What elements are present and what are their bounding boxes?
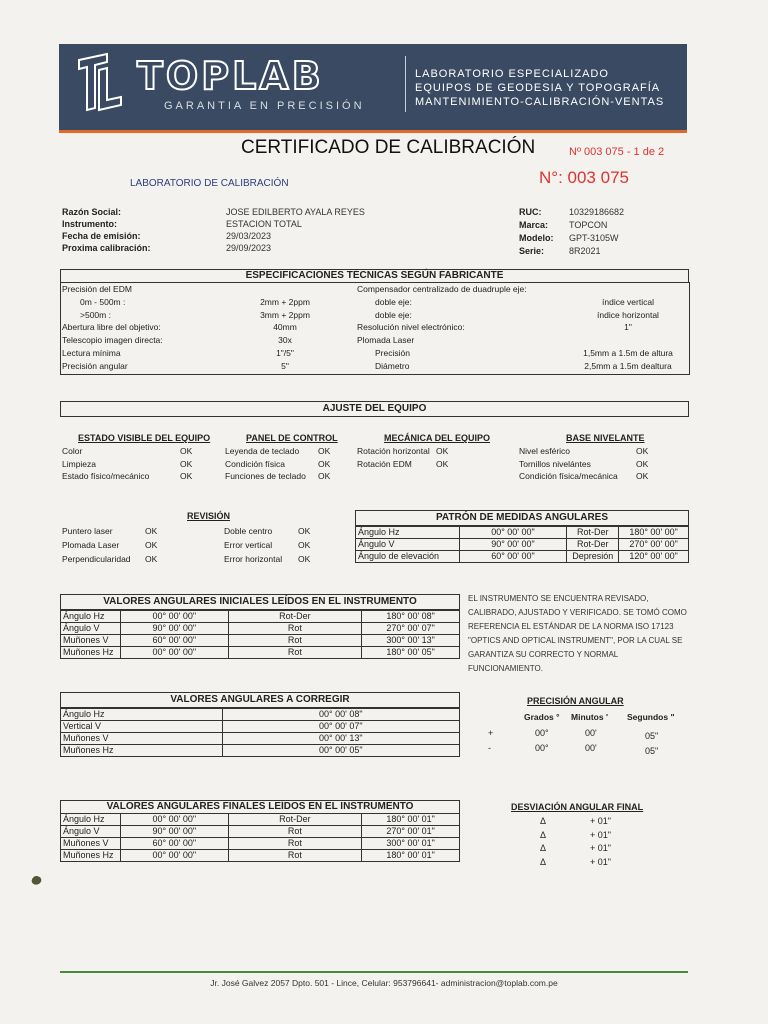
finales-row: [61, 826, 460, 838]
modelo-label: Modelo:: [519, 233, 554, 243]
patron-cell: 120° 00' 00": [619, 551, 689, 563]
finales-cell: 270° 00' 01": [362, 826, 460, 838]
desviacion-delta: Δ: [540, 816, 547, 826]
iniciales-table: [60, 610, 460, 659]
precision-segundos: 05": [645, 746, 659, 756]
precision-segundos: 05": [645, 731, 659, 741]
corregir-cell: Muñones Hz: [61, 745, 223, 757]
precision-minutos: 00': [585, 743, 597, 753]
corregir-cell: 00° 00' 05": [222, 745, 459, 757]
patron-cell: Ángulo Hz: [356, 527, 460, 539]
spec-right-value: 1,5mm a 1.5m de altura: [583, 348, 673, 358]
estado-item-status: OK: [180, 471, 193, 481]
iniciales-row: [61, 635, 460, 647]
precision-grados: 00°: [535, 743, 549, 753]
estado-item-label: Estado físico/mecánico: [62, 471, 150, 481]
patron-title-box: [355, 510, 689, 526]
corregir-cell: 00° 00' 08": [222, 709, 459, 721]
ink-smudge: [30, 874, 42, 886]
finales-row: [61, 838, 460, 850]
patron-row: [356, 551, 689, 563]
certificate-number-small: Nº 003 075 - 1 de 2: [569, 146, 665, 158]
finales-table: [60, 813, 460, 862]
spec-left-label: 0m - 500m :: [80, 296, 126, 307]
estado-item-label: Color: [62, 446, 83, 456]
footer-divider: [60, 971, 688, 973]
patron-cell: Rot-Der: [567, 539, 619, 551]
revision-left-label: Perpendicularidad: [62, 554, 131, 564]
spec-right-label: doble eje:: [375, 309, 412, 320]
precision-grados: 00°: [535, 728, 549, 738]
patron-cell: 180° 00' 00": [619, 527, 689, 539]
spec-right-value: índice vertical: [602, 296, 654, 307]
proxima-value: 29/09/2023: [226, 243, 272, 253]
header-line-2: EQUIPOS DE GEODESIA Y TOPOGRAFÍA: [415, 82, 661, 94]
iniciales-title-box: [60, 594, 460, 610]
serie-label: Serie:: [519, 246, 545, 256]
brand-wordmark: TOPLAB: [137, 54, 324, 98]
fecha-value: 29/03/2023: [226, 231, 272, 241]
patron-cell: Rot-Der: [567, 527, 619, 539]
header-divider: [405, 56, 406, 112]
base-item-label: Nivel esférico: [519, 446, 571, 456]
nota-text: EL INSTRUMENTO SE ENCUENTRA REVISADO, CALIBRADO, AJUSTADO Y VERIFICADO. SE TOMÓ COMO REFERENCIA EL ESTÁNDAR DE LA NORMA ISO 17123 "OPTICS AND OPTICAL INSTRUMENT", POR LA CUAL SE GARANTIZA SU CORRECTO Y NORMAL FUNCIONAMIENTO.: [468, 594, 687, 673]
patron-title: PATRÓN DE MEDIDAS ANGULARES: [435, 512, 609, 523]
spec-left-label: Lectura mínima: [62, 348, 121, 358]
base-title: BASE NIVELANTE: [566, 433, 645, 443]
fecha-label: Fecha de emisión:: [62, 231, 141, 241]
finales-cell: Rot: [228, 850, 362, 862]
corregir-cell: Vertical V: [61, 721, 223, 733]
precision-header-minutos: Minutos ': [571, 712, 608, 722]
finales-cell: Rot: [228, 826, 362, 838]
ajuste-title: AJUSTE DEL EQUIPO: [322, 403, 427, 414]
mecanica-item-status: OK: [436, 458, 449, 469]
mecanica-item-label: Rotación horizontal: [357, 446, 430, 456]
spec-left-value: 1"/5": [276, 348, 294, 358]
spec-right-label: Compensador centralizado de duadruple eje:: [357, 284, 527, 294]
iniciales-cell: 300° 00' 13": [362, 635, 460, 647]
marca-value: TOPCON: [569, 220, 608, 230]
spec-right-label: Plomada Laser: [357, 335, 415, 346]
finales-cell: Rot-Der: [228, 814, 362, 826]
patron-cell: 00° 00' 00": [459, 527, 567, 539]
spec-right-label: Resolución nivel electrónico:: [357, 322, 465, 333]
finales-title-box: [60, 800, 460, 814]
estado-item-label: Limpieza: [62, 458, 97, 469]
panel-title: PANEL DE CONTROL: [246, 433, 338, 443]
patron-row: [356, 539, 689, 551]
iniciales-row: [61, 611, 460, 623]
spec-right-value: índice horizontal: [597, 309, 659, 320]
patron-cell: 90° 00' 00": [459, 539, 567, 551]
iniciales-cell: Rot: [228, 623, 362, 635]
finales-cell: 00° 00' 00": [120, 850, 228, 862]
spec-right-value: 2,5mm a 1.5m dealtura: [584, 360, 672, 371]
precision-minutos: 00': [585, 728, 597, 738]
finales-title: VALORES ANGULARES FINALES LEÍDOS EN EL INSTRUMENTO: [106, 801, 414, 812]
panel-item-label: Leyenda de teclado: [225, 446, 300, 456]
revision-title: REVISIÓN: [187, 511, 231, 521]
razon-value: JOSE EDILBERTO AYALA REYES: [226, 207, 365, 217]
precision-header-grados: Grados °: [524, 712, 560, 722]
revision-left-label: Plomada Laser: [62, 540, 120, 550]
finales-cell: Muñones Hz: [61, 850, 121, 862]
desviacion-value: + 01": [590, 856, 611, 867]
patron-table: [355, 526, 689, 563]
corregir-row: [61, 709, 460, 721]
estado-item-status: OK: [180, 458, 193, 469]
corregir-cell: 00° 00' 07": [222, 721, 459, 733]
header-line-3: MANTENIMIENTO-CALIBRACIÓN-VENTAS: [415, 96, 665, 108]
specs-title-box: [60, 269, 689, 283]
iniciales-cell: Muñones V: [61, 635, 121, 647]
desviacion-value: + 01": [590, 816, 611, 826]
patron-row: [356, 527, 689, 539]
desviacion-delta: Δ: [540, 843, 547, 853]
iniciales-row: [61, 647, 460, 659]
instrumento-value: ESTACION TOTAL: [226, 219, 302, 229]
panel-item-status: OK: [318, 446, 331, 456]
ruc-value: 10329186682: [569, 207, 625, 217]
revision-right-label: Doble centro: [224, 526, 273, 536]
precision-sign: +: [488, 728, 494, 738]
revision-left-status: OK: [145, 526, 158, 536]
spec-right-label: doble eje:: [375, 296, 412, 307]
finales-cell: Rot: [228, 838, 362, 850]
finales-cell: 180° 00' 01": [362, 814, 460, 826]
iniciales-cell: 180° 00' 05": [362, 647, 460, 659]
precision-title: PRECISIÓN ANGULAR: [527, 696, 624, 706]
desviacion-delta: Δ: [540, 856, 547, 867]
base-item-label: Condición física/mecánica: [519, 471, 618, 481]
revision-left-label: Puntero laser: [62, 526, 113, 536]
revision-left-status: OK: [145, 554, 158, 564]
finales-row: [61, 850, 460, 862]
header-line-1: LABORATORIO ESPECIALIZADO: [415, 68, 609, 80]
finales-row: [61, 814, 460, 826]
corregir-cell: Muñones V: [61, 733, 223, 745]
header-banner: [59, 44, 687, 133]
desviacion-value: + 01": [590, 829, 611, 840]
panel-item-label: Condición física: [225, 458, 286, 469]
iniciales-cell: Rot: [228, 647, 362, 659]
corregir-cell: 00° 00' 13": [222, 733, 459, 745]
spec-left-label: Precisión del EDM: [62, 284, 132, 294]
finales-cell: Muñones V: [61, 838, 121, 850]
precision-header-segundos: Segundos ": [627, 712, 675, 722]
iniciales-cell: 180° 00' 08": [362, 611, 460, 623]
precision-sign: -: [488, 743, 491, 753]
serie-value: 8R2021: [569, 246, 601, 256]
patron-cell: Ángulo V: [356, 539, 460, 551]
base-item-status: OK: [636, 471, 649, 481]
corregir-row: [61, 721, 460, 733]
iniciales-cell: Ángulo V: [61, 623, 121, 635]
mecanica-item-label: Rotación EDM: [357, 458, 412, 469]
mecanica-title: MECÁNICA DEL EQUIPO: [384, 433, 491, 443]
finales-cell: 300° 00' 01": [362, 838, 460, 850]
revision-right-status: OK: [298, 540, 311, 550]
estado-item-status: OK: [180, 446, 193, 456]
iniciales-cell: Muñones Hz: [61, 647, 121, 659]
patron-cell: Ángulo de elevación: [356, 551, 460, 563]
instrumento-label: Instrumento:: [62, 219, 117, 229]
footer-address: Jr. José Galvez 2057 Dpto. 501 - Lince, Celular: 953796641- administracion@toplab.com.pe: [210, 978, 558, 988]
document-title: CERTIFICADO DE CALIBRACIÓN: [241, 137, 536, 158]
corregir-title: VALORES ANGULARES A CORREGIR: [170, 694, 350, 705]
iniciales-cell: Rot: [228, 635, 362, 647]
spec-left-value: 2mm + 2ppm: [260, 296, 310, 307]
base-item-label: Tornillos nivelántes: [519, 458, 591, 469]
mecanica-item-status: OK: [436, 446, 449, 456]
iniciales-cell: Rot-Der: [228, 611, 362, 623]
corregir-row: [61, 733, 460, 745]
iniciales-cell: 00° 00' 00": [120, 611, 228, 623]
desviacion-delta: Δ: [540, 829, 547, 840]
spec-left-label: Telescopio imagen directa:: [62, 335, 163, 346]
modelo-value: GPT-3105W: [569, 233, 619, 243]
spec-right-label: Diámetro: [375, 360, 410, 371]
patron-cell: Depresión: [567, 551, 619, 563]
toplab-logo-icon: [77, 52, 123, 112]
spec-right-value: 1": [624, 322, 632, 333]
specs-title: ESPECIFICACIONES TÉCNICAS SEGÚN FABRICANTE: [245, 270, 504, 281]
spec-left-value: 40mm: [273, 322, 297, 333]
ruc-label: RUC:: [519, 207, 542, 217]
finales-cell: Ángulo V: [61, 826, 121, 838]
spec-right-label: Precisión: [375, 348, 410, 358]
corregir-title-box: [60, 692, 460, 708]
panel-item-label: Funciones de teclado: [225, 471, 306, 481]
finales-cell: 180° 00' 01": [362, 850, 460, 862]
ajuste-title-box: [60, 401, 689, 417]
marca-label: Marca:: [519, 220, 549, 230]
revision-right-label: Error vertical: [224, 540, 273, 550]
iniciales-title: VALORES ANGULARES INICIALES LEÍDOS EN EL INSTRUMENTO: [103, 596, 417, 607]
finales-cell: Ángulo Hz: [61, 814, 121, 826]
corregir-table: [60, 708, 460, 757]
spec-left-label: Precisión angular: [62, 360, 128, 371]
iniciales-cell: 270° 00' 07": [362, 623, 460, 635]
corregir-cell: Ángulo Hz: [61, 709, 223, 721]
revision-right-status: OK: [298, 526, 311, 536]
finales-cell: 90° 00' 00": [120, 826, 228, 838]
desviacion-title: DESVIACIÓN ANGULAR FINAL: [511, 802, 644, 812]
base-item-status: OK: [636, 446, 649, 456]
patron-cell: 60° 00' 00": [459, 551, 567, 563]
iniciales-cell: 90° 00' 00": [120, 623, 228, 635]
revision-left-status: OK: [145, 540, 158, 550]
panel-item-status: OK: [318, 458, 331, 469]
spec-left-value: 3mm + 2ppm: [260, 309, 310, 320]
estado-title: ESTADO VISIBLE DEL EQUIPO: [78, 433, 211, 443]
revision-right-label: Error horizontal: [224, 554, 283, 564]
finales-cell: 60° 00' 00": [120, 838, 228, 850]
iniciales-cell: Ángulo Hz: [61, 611, 121, 623]
lab-label: LABORATORIO DE CALIBRACIÓN: [130, 178, 289, 189]
spec-left-value: 5": [281, 360, 289, 371]
corregir-row: [61, 745, 460, 757]
panel-item-status: OK: [318, 471, 331, 481]
brand-tagline: GARANTIA EN PRECISIÓN: [164, 100, 365, 112]
proxima-label: Proxima calibración:: [62, 243, 151, 253]
revision-right-status: OK: [298, 554, 311, 564]
patron-cell: 270° 00' 00": [619, 539, 689, 551]
razon-label: Razón Social:: [62, 207, 122, 217]
certificate-number: N°: 003 075: [539, 168, 629, 187]
iniciales-cell: 60° 00' 00": [120, 635, 228, 647]
iniciales-row: [61, 623, 460, 635]
iniciales-cell: 00° 00' 00": [120, 647, 228, 659]
desviacion-value: + 01": [590, 843, 611, 853]
spec-left-label: Abertura libre del objetivo:: [62, 322, 161, 333]
spec-left-value: 30x: [278, 335, 292, 346]
finales-cell: 00° 00' 00": [120, 814, 228, 826]
base-item-status: OK: [636, 458, 649, 469]
spec-left-label: >500m :: [80, 309, 111, 320]
